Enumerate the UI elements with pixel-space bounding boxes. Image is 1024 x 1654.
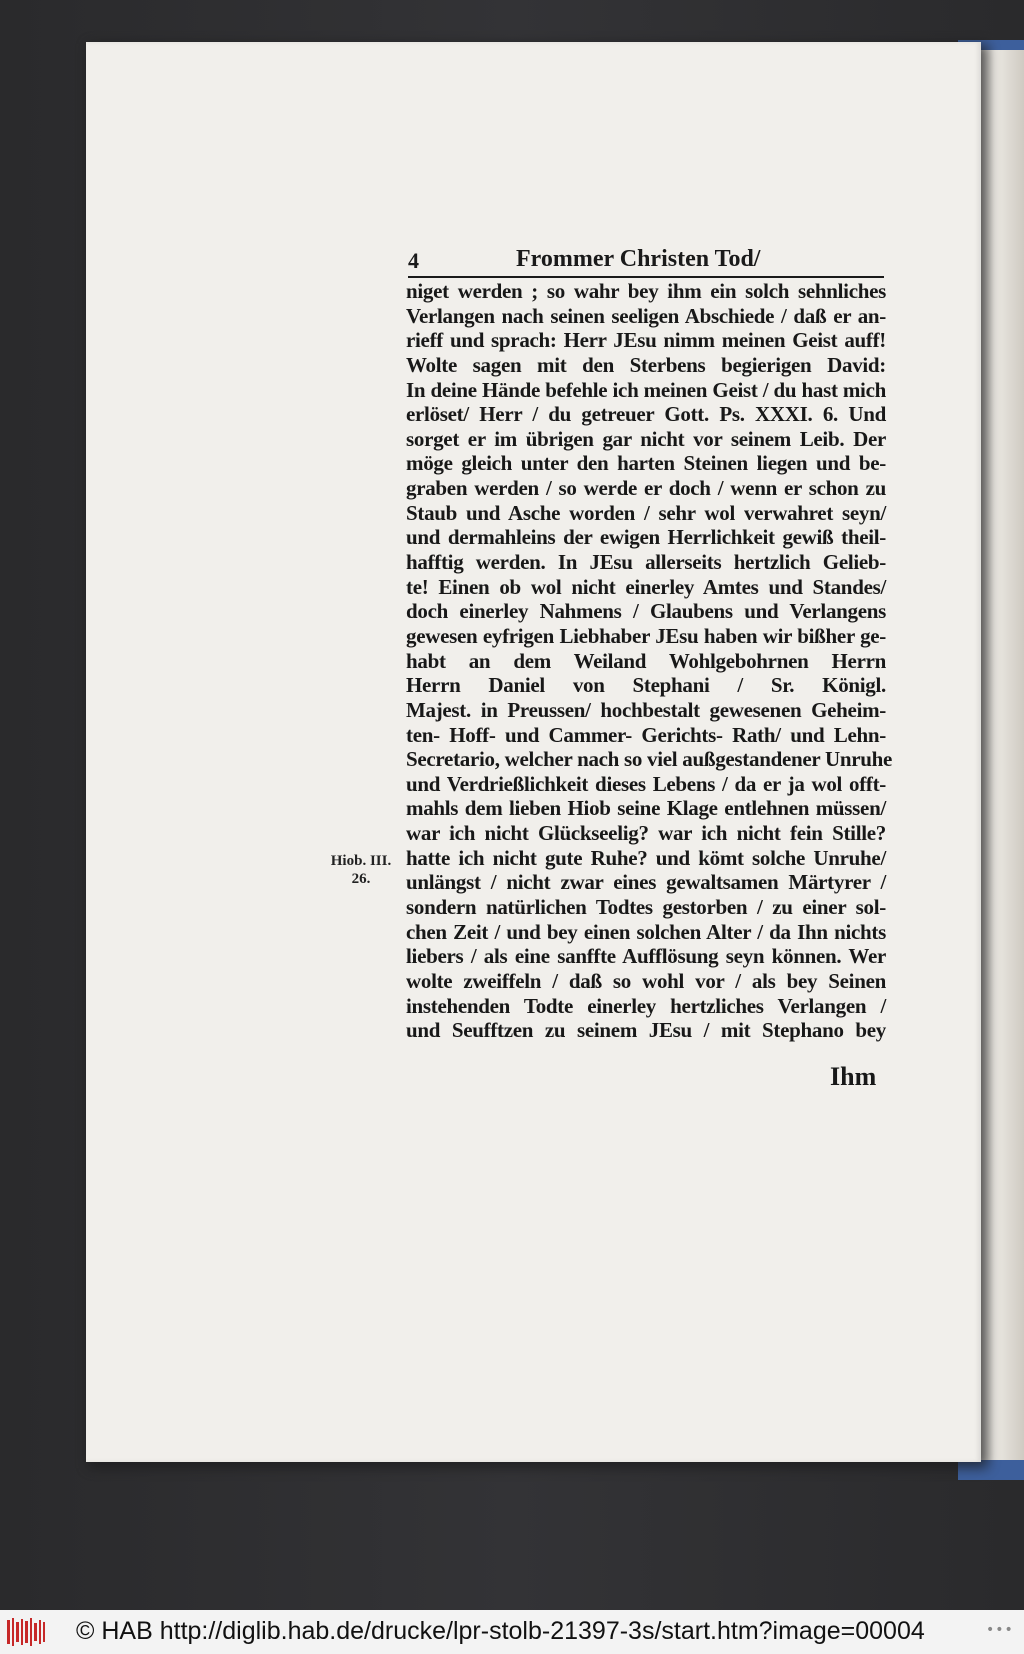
text-line: Verlangen nach seinen seeligen Abschiede / daß er an- xyxy=(406,303,886,328)
text-line: Secretario, welcher nach so viel außgestandener Unruhe xyxy=(406,747,893,772)
text-line: ten- Hoff- und Cammer- Gerichts- Rath/ und Lehn- xyxy=(406,722,886,747)
text-line: habt an dem Weiland Wohlgebohrnen Herrn xyxy=(406,648,886,673)
text-line: instehenden Todte einerley hertzliches Verlangen / xyxy=(406,993,886,1018)
text-line: mahls dem lieben Hiob seine Klage entlehnen müssen/ xyxy=(406,796,886,821)
catchword: Ihm xyxy=(830,1062,877,1091)
text-line: te! Einen ob wol nicht einerley Amtes und Standes/ xyxy=(406,574,886,599)
text-line: hafftig werden. In JEsu allerseits hertzlich Gelieb- xyxy=(406,550,886,575)
text-line: und Seufftzen zu seinem JEsu / mit Stephano bey xyxy=(406,1018,886,1043)
header-rule xyxy=(408,276,884,278)
text-line: sondern natürlichen Todtes gestorben / zu einer sol- xyxy=(406,895,886,920)
copyright-link[interactable]: © HAB http://diglib.hab.de/drucke/lpr-stolb-21397-3s/start.htm?image=00004 xyxy=(76,1617,925,1645)
marginal-note: Hiob. III. 26. xyxy=(330,853,392,887)
more-dots-icon: ••• xyxy=(986,1622,1014,1638)
text-line: gewesen eyfrigen Liebhaber JEsu haben wir bißher ge- xyxy=(406,623,886,648)
page-number: 4 xyxy=(408,248,419,273)
text-line: Staub und Asche worden / sehr wol verwahret seyn/ xyxy=(406,500,886,525)
text-line: möge gleich unter den harten Steinen liegen und be- xyxy=(406,451,886,476)
body-text xyxy=(406,279,893,1043)
text-line: Wolte sagen mit den Sterbens begierigen David: xyxy=(406,352,886,377)
text-line: Herrn Daniel von Stephani / Sr. Königl. xyxy=(406,673,886,698)
text-line: und dermahleins der ewigen Herrlichkeit gewiß theil- xyxy=(406,525,886,550)
text-line: sorget er im übrigen gar nicht vor seinem Leib. Der xyxy=(406,426,886,451)
text-line: graben werden / so werde er doch / wenn er schon zu xyxy=(406,476,886,501)
text-line: In deine Hände befehle ich meinen Geist / du hast mich xyxy=(406,377,886,402)
text-line: Majest. in Preussen/ hochbestalt gewesenen Geheim- xyxy=(406,697,886,722)
footer-bar xyxy=(0,1610,1024,1654)
text-line: niget werden ; so wahr bey ihm ein solch sehnliches xyxy=(406,279,886,303)
running-head: Frommer Christen Tod/ xyxy=(516,246,761,272)
text-line: war ich nicht Glückseelig? war ich nicht fein Stille? xyxy=(406,821,886,846)
text-line: hatte ich nicht gute Ruhe? und kömt solche Unruhe/ xyxy=(406,845,886,870)
hab-logo-icon[interactable] xyxy=(6,1616,46,1648)
text-line: chen Zeit / und bey einen solchen Alter / da Ihn nichts xyxy=(406,919,886,944)
text-line: erlöset/ Herr / du getreuer Gott. Ps. XXXI. 6. Und xyxy=(406,402,886,427)
text-line: wolte zweiffeln / daß so wohl vor / als bey Seinen xyxy=(406,968,886,993)
text-line: doch einerley Nahmens / Glaubens und Verlangens xyxy=(406,599,886,624)
page-header xyxy=(408,248,884,276)
text-line: rieff und sprach: Herr JEsu nimm meinen Geist auff! xyxy=(406,328,886,353)
text-line: unlängst / nicht zwar eines gewaltsamen Märtyrer / xyxy=(406,870,886,895)
text-line: und Verdrießlichkeit dieses Lebens / da er ja wol offt- xyxy=(406,771,886,796)
text-line: liebers / als eine sanffte Aufflösung seyn können. Wer xyxy=(406,944,886,969)
